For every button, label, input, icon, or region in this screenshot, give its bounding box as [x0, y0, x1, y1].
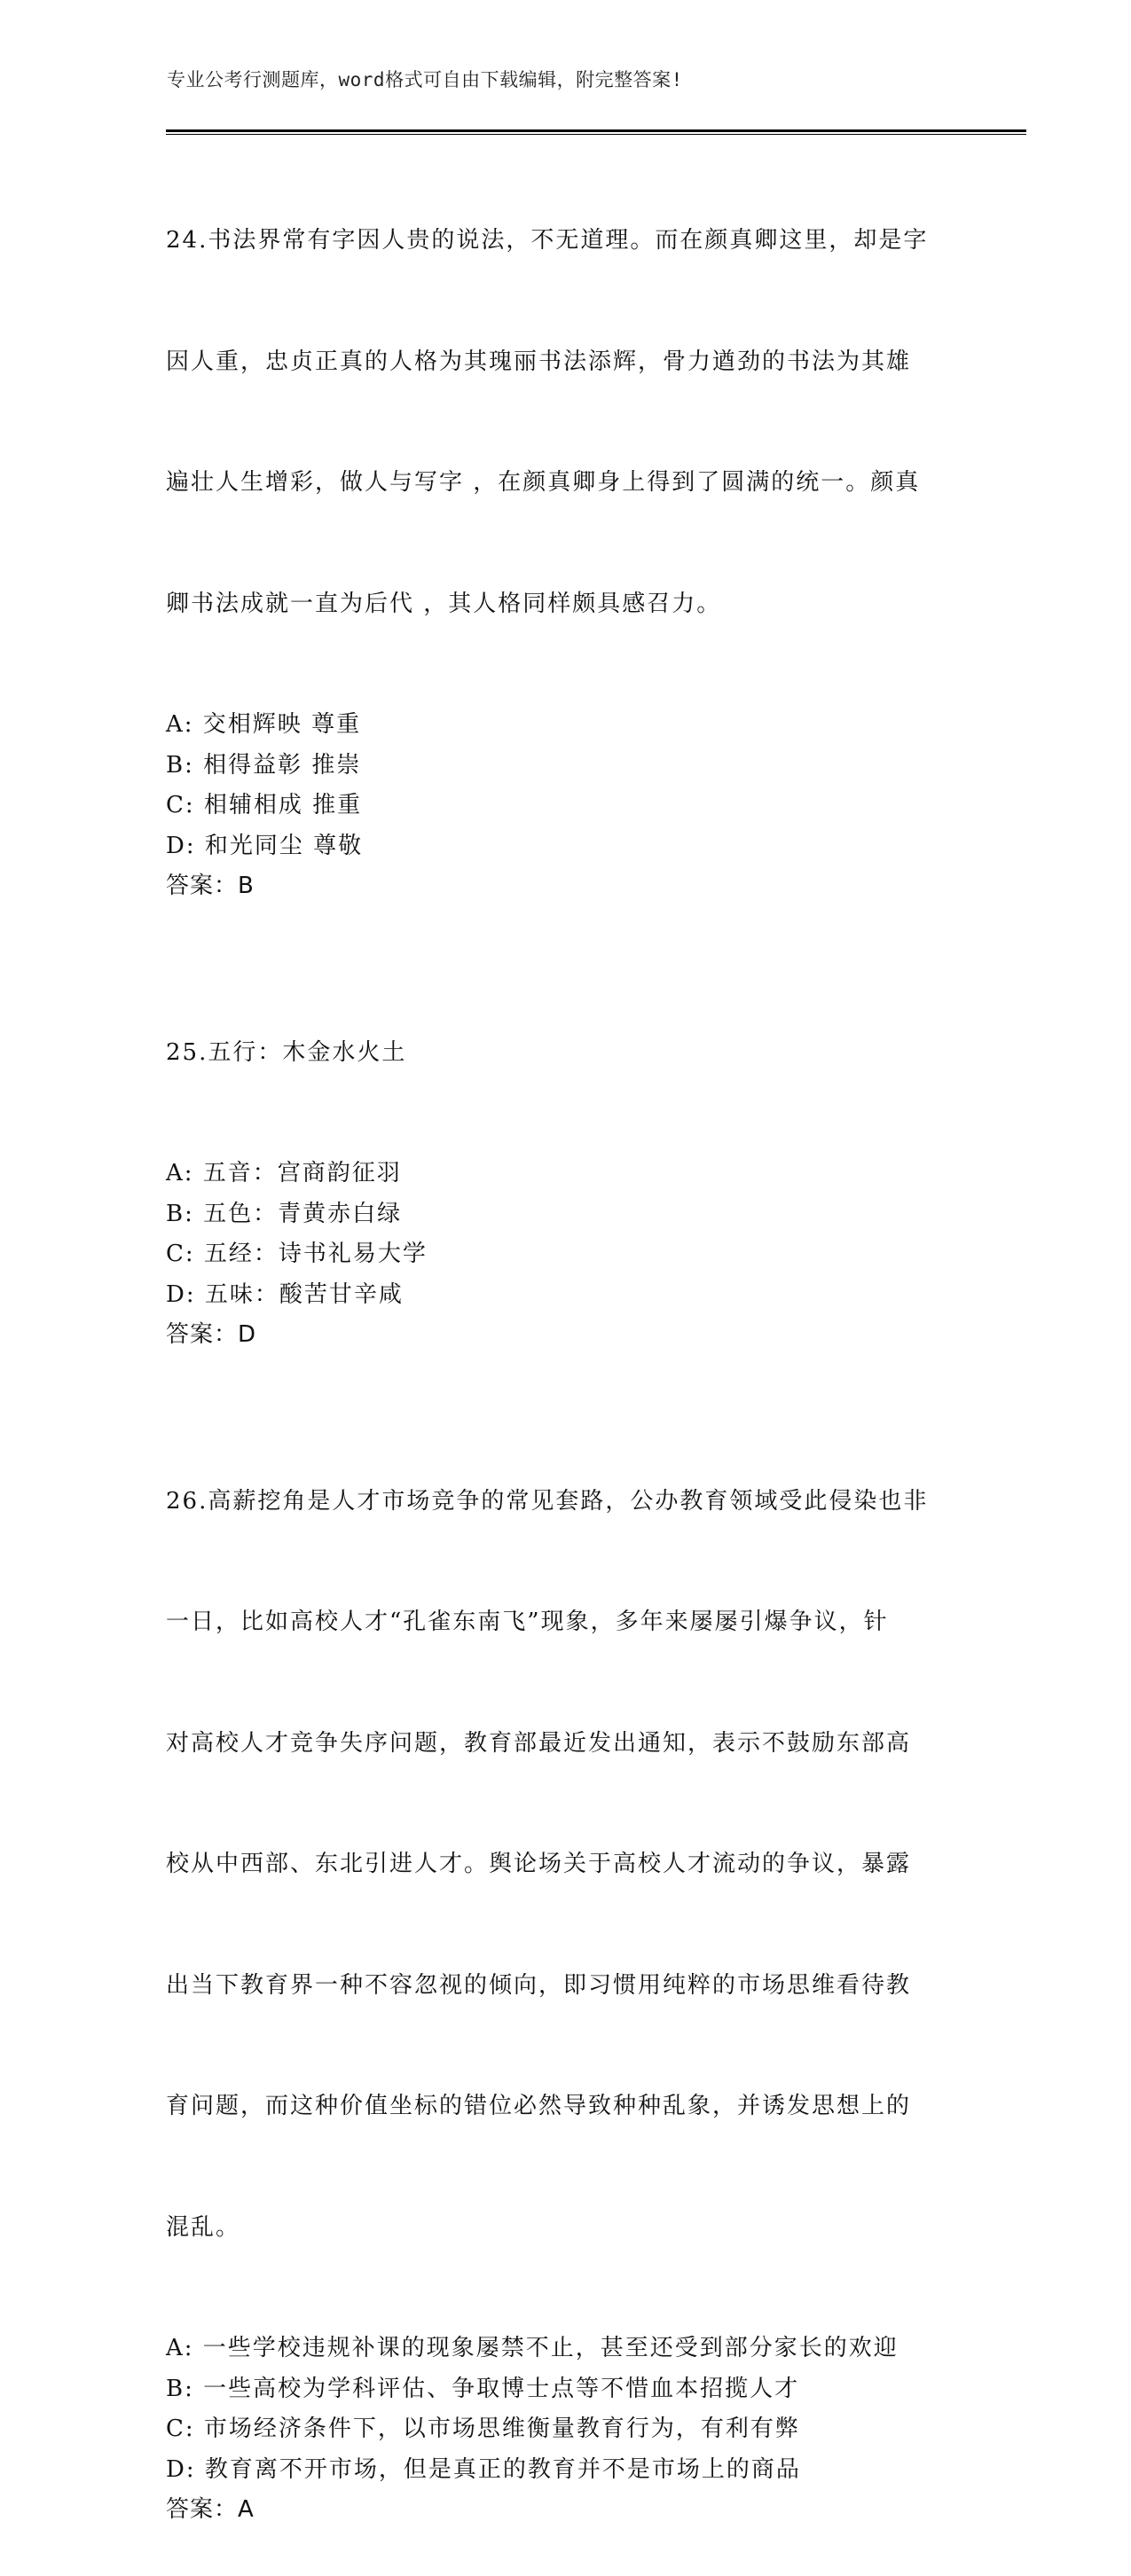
option-a: A: 一些学校违规补课的现象屡禁不止，甚至还受到部分家长的欢迎 [166, 2335, 899, 2361]
option-a: A: 交相辉映 尊重 [166, 711, 362, 738]
header-rule-thin [166, 134, 1026, 135]
stem-line: 26.高薪挖角是人才市场竞争的常见套路，公办教育领域受此侵染也非 [166, 1487, 929, 1515]
question-stem [166, 1401, 964, 2329]
option-b: B: 五色：青黄赤白绿 [166, 1200, 403, 1227]
question-25 [166, 952, 964, 1356]
option-c: C: 相辅相成 推重 [166, 792, 363, 818]
stem-line: 卿书法成就一直为后代 ，其人格同样颇具感召力。 [166, 590, 722, 617]
stem-line: 校从中西部、东北引进人才。舆论场关于高校人才流动的争议，暴露 [166, 1851, 912, 1877]
option-d: D: 教育离不开市场，但是真正的教育并不是市场上的商品 [166, 2455, 801, 2483]
question-stem [166, 952, 964, 1155]
stem-line: 25.五行：木金水火土 [166, 1038, 407, 1066]
stem-line: 因人重，忠贞正真的人格为其瑰丽书法添辉，骨力遒劲的书法为其雄 [166, 348, 912, 375]
option-c: C: 五经：诗书礼易大学 [166, 1241, 428, 1267]
question-24 [166, 140, 964, 907]
option-c: C: 市场经济条件下，以市场思维衡量教育行为，有利有弊 [166, 2415, 800, 2442]
option-a: A: 五音：宫商韵征羽 [166, 1160, 402, 1186]
question-list [166, 140, 964, 2576]
option-b: B: 相得益彰 推崇 [166, 751, 362, 779]
answer: 答案：B [166, 873, 255, 899]
question-stem [166, 140, 964, 705]
stem-line: 24.书法界常有字因人贵的说法，不无道理。而在颜真卿这里，却是字 [166, 227, 929, 254]
header-rule-thick [166, 129, 1026, 132]
stem-line: 遍壮人生增彩，做人与写字 ，在颜真卿身上得到了圆满的统一。颜真 [166, 469, 921, 496]
option-d: D: 和光同尘 尊敬 [166, 832, 364, 859]
question-26 [166, 1401, 964, 2531]
answer: 答案：D [166, 1321, 257, 1348]
stem-line: 混乱。 [166, 2213, 241, 2241]
option-b: B: 一些高校为学科评估、争取博士点等不惜血本招揽人才 [166, 2375, 800, 2402]
stem-line: 出当下教育界一种不容忽视的倾向，即习惯用纯粹的市场思维看待教 [166, 1971, 912, 1999]
option-d: D: 五味：酸苦甘辛咸 [166, 1280, 404, 1308]
stem-line: 对高校人才竞争失序问题，教育部最近发出通知，表示不鼓励东部高 [166, 1729, 912, 1757]
stem-line: 育问题，而这种价值坐标的错位必然导致种种乱象，并诱发思想上的 [166, 2093, 912, 2119]
page-header: 专业公考行测题库，word格式可自由下载编辑，附完整答案! [167, 69, 683, 90]
stem-line: 一日，比如高校人才“孔雀东南飞”现象，多年来屡屡引爆争议，针 [166, 1609, 889, 1635]
answer: 答案：A [166, 2496, 255, 2523]
